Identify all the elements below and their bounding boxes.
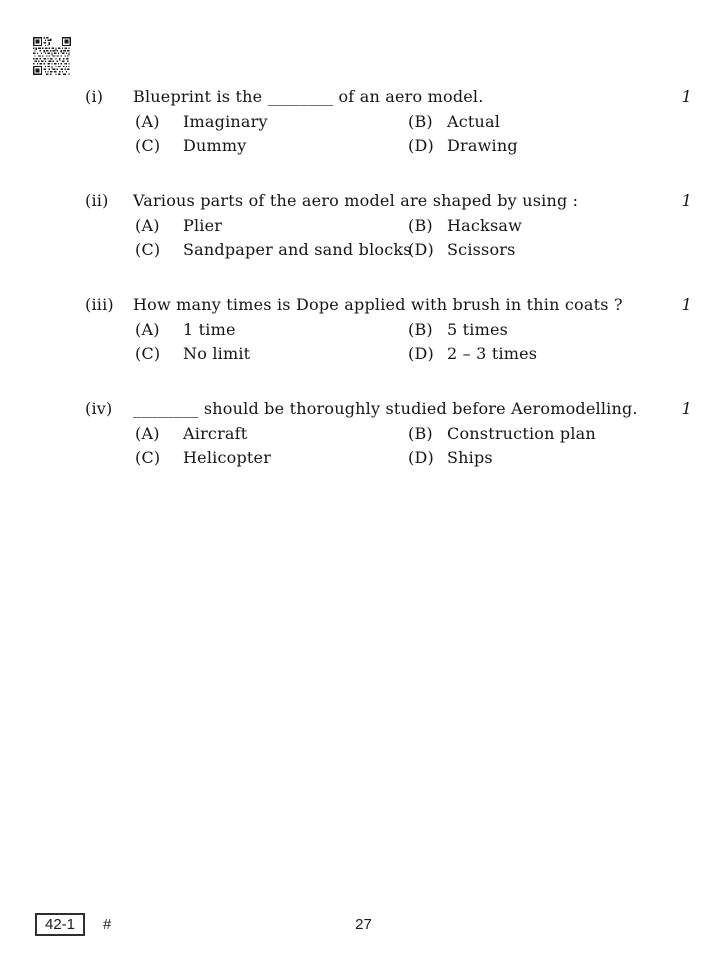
- option-label: (D): [408, 240, 434, 259]
- option-text: Imaginary: [183, 112, 268, 131]
- option-label: (A): [135, 112, 160, 131]
- option-text: Ships: [447, 448, 493, 467]
- option-label: (D): [408, 344, 434, 363]
- options-grid: [135, 318, 692, 366]
- option-text: Scissors: [447, 240, 516, 259]
- question-text: Blueprint is the ________ of an aero model.: [133, 87, 484, 106]
- question-number: (i): [85, 87, 104, 106]
- option-text: Hacksaw: [447, 216, 522, 235]
- paper-code: 42-1: [44, 916, 76, 933]
- question-marks: 1: [681, 191, 692, 210]
- question-number: (iv): [85, 399, 113, 418]
- page-number: 27: [355, 916, 372, 933]
- option-text: 2 – 3 times: [447, 344, 538, 363]
- option-text: Actual: [447, 112, 501, 131]
- option-label: (D): [408, 448, 434, 467]
- questions-section: [85, 84, 692, 500]
- option-text: 5 times: [447, 320, 509, 339]
- option-text: Aircraft: [183, 424, 248, 443]
- question-number: (ii): [85, 191, 109, 210]
- question-marks: 1: [681, 295, 692, 314]
- option-label: (D): [408, 136, 434, 155]
- hash-symbol: #: [103, 916, 112, 933]
- option-label: (A): [135, 320, 160, 339]
- option-text: Dummy: [183, 136, 247, 155]
- option-label: (C): [135, 448, 161, 467]
- question-block-i: [85, 84, 692, 158]
- question-text: Various parts of the aero model are shaped by using :: [133, 191, 579, 210]
- question-marks: 1: [681, 87, 692, 106]
- option-label: (A): [135, 424, 160, 443]
- question-text: How many times is Dope applied with brush in thin coats ?: [133, 295, 623, 314]
- question-marks: 1: [681, 399, 692, 418]
- question-row: [85, 396, 692, 422]
- option-label: (A): [135, 216, 160, 235]
- option-label: (B): [408, 112, 433, 131]
- option-text: Construction plan: [447, 424, 596, 443]
- option-label: (C): [135, 344, 161, 363]
- option-label: (B): [408, 424, 433, 443]
- question-text: ________ should be thoroughly studied before Aeromodelling.: [133, 399, 638, 418]
- question-row: [85, 84, 692, 110]
- question-block-iv: [85, 396, 692, 470]
- option-label: (B): [408, 216, 433, 235]
- option-label: (C): [135, 240, 161, 259]
- question-row: [85, 188, 692, 214]
- options-grid: [135, 110, 692, 158]
- option-text: Helicopter: [183, 448, 272, 467]
- option-text: Sandpaper and sand blocks: [183, 240, 412, 259]
- question-row: [85, 292, 692, 318]
- option-label: (B): [408, 320, 433, 339]
- options-grid: [135, 422, 692, 470]
- question-number: (iii): [85, 295, 114, 314]
- question-block-iii: [85, 292, 692, 366]
- option-text: 1 time: [183, 320, 236, 339]
- option-text: Drawing: [447, 136, 518, 155]
- option-text: No limit: [183, 344, 251, 363]
- page-footer: [0, 912, 727, 938]
- qr-code-icon: [33, 37, 71, 75]
- option-text: Plier: [183, 216, 223, 235]
- options-grid: [135, 214, 692, 262]
- option-label: (C): [135, 136, 161, 155]
- question-block-ii: [85, 188, 692, 262]
